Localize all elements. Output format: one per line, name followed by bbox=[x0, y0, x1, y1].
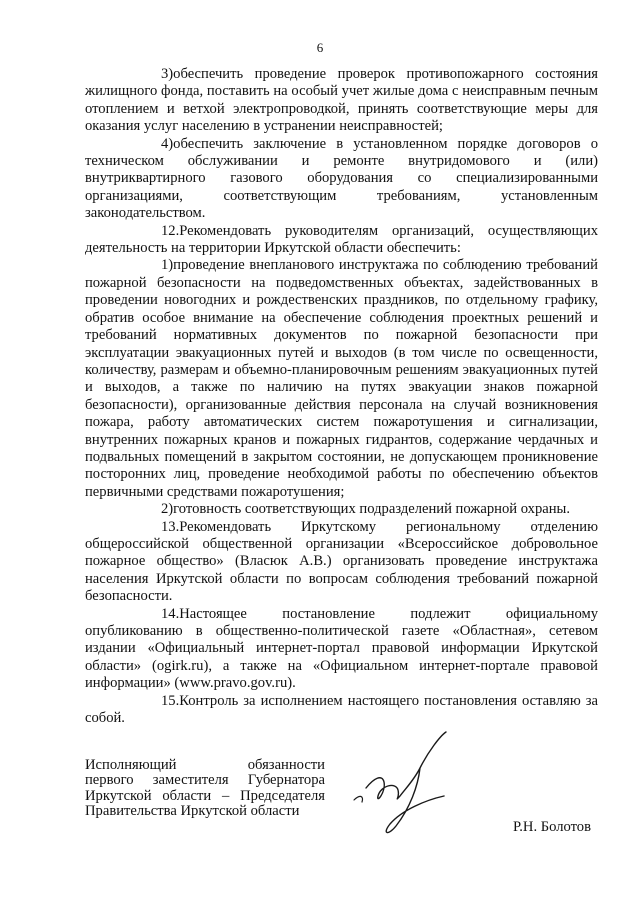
item-number: 1) bbox=[161, 257, 174, 274]
list-item bbox=[85, 136, 598, 223]
signatory-role-line: Правительства Иркутской области bbox=[85, 803, 300, 820]
item-number: 2) bbox=[161, 501, 174, 518]
list-item bbox=[85, 66, 598, 136]
signature-block bbox=[85, 757, 598, 835]
page-number: 6 bbox=[316, 40, 324, 55]
item-number: 15. bbox=[161, 692, 180, 709]
item-text: готовность соответствующих подразделений пожарной охраны. bbox=[173, 501, 570, 518]
list-item bbox=[85, 257, 598, 501]
signatory-name: Р.Н. Болотов bbox=[512, 819, 591, 835]
signatory-role-line: Исполняющий обязанности bbox=[85, 757, 325, 773]
document-body bbox=[85, 66, 598, 727]
item-number: 3) bbox=[161, 66, 174, 82]
signatory-role-line: Иркутской области – Председателя bbox=[85, 787, 325, 804]
item-text: Рекомендовать Иркутскому региональному отделению общероссийской общественной организации «Всероссийское добровольное пожарное общество» (Власюк А.В.) организовать проведение инструктажа населения Иркутской области по вопросам соблюдения требований пожарной безопасности. bbox=[85, 518, 598, 605]
list-item bbox=[85, 501, 598, 518]
item-text: обеспечить проведение проверок противопожарного состояния жилищного фонда, поставить на особый учет жилые дома с неисправным печным отоплением и ветхой электропроводкой, принять соответствующие меры для оказания услуг населению в устранении неисправностей; bbox=[85, 66, 598, 135]
item-number: 13. bbox=[161, 518, 180, 535]
item-text: Рекомендовать руководителям организаций, осуществляющих деятельность на территории Иркутской области обеспечить: bbox=[85, 222, 598, 257]
item-text: Настоящее постановление подлежит официальному опубликованию в общественно-политической газете «Областная», сетевом издании «Официальный интернет-портал правовой информации Иркутской области» (ogirk.ru), а также на «Официальном интернет-портале правовой информации» (www.pravo.gov.ru). bbox=[85, 605, 598, 692]
list-item bbox=[85, 693, 598, 728]
item-text: Контроль за исполнением настоящего постановления оставляю за собой. bbox=[85, 692, 598, 727]
signatory-role-line: первого заместителя Губернатора bbox=[85, 772, 325, 789]
list-item bbox=[85, 519, 598, 606]
item-number: 14. bbox=[161, 605, 180, 622]
item-text: проведение внепланового инструктажа по соблюдению требований пожарной безопасности на подведомственных объектах, задействованных в проведении новогодних и рождественских праздников, по отдельному графику, обратив особое внимание на обеспечение соблюдения проектных решений и требований нормативных документов по пожарной безопасности при эксплуатации эвакуационных путей и выходов (в том числе по освещенности, количеству, размерам и объемно-планировочным решениям эвакуационных путей и выходов, а также по наличию на путях эвакуации знаков пожарной безопасности), организованные действия персонала на случай возникновения пожара, работу автоматических систем пожаротушения и сигнализации, внутренних пожарных кранов и пожарных гидрантов, содержание чердачных и подвальных помещений в закрытом состоянии, не допускающем проникновение посторонних лиц, проведение необходимой работы по обеспечению объектов первичными средствами пожаротушения; bbox=[85, 257, 598, 500]
list-item bbox=[85, 606, 598, 693]
item-number: 4) bbox=[161, 135, 174, 152]
list-item bbox=[85, 223, 598, 258]
item-number: 12. bbox=[161, 222, 180, 239]
item-text: обеспечить заключение в установленном порядке договоров о техническом обслуживании и ремонте внутридомового и (или) внутриквартирного газового оборудования со специализированными организациями, соответствующим требованиям, установленным законодательством. bbox=[85, 135, 598, 222]
